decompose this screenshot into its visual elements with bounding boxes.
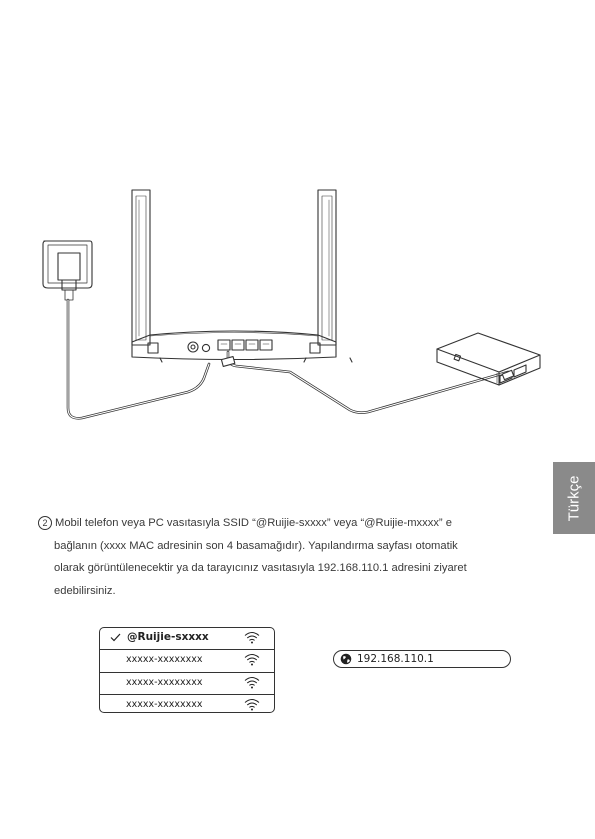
step-line-1 [38,512,518,535]
step-line-2: bağlanın (xxxx MAC adresinin son 4 basamağıdır). Yapılandırma sayfası otomatik [54,539,458,552]
wifi-ssid: xxxxx-xxxxxxxx [126,676,203,688]
globe-icon [340,653,352,665]
step-line-3: olarak görüntülenecektir ya da tarayıcınız vasıtasıyla 192.168.110.1 adresini ziyaret [54,562,467,574]
address-bar[interactable] [333,650,511,668]
wifi-icon [244,698,260,711]
language-tab-label: Türkçe [565,475,583,521]
router-icon [132,190,352,362]
wifi-ssid: xxxxx-xxxxxxxx [126,654,203,666]
wifi-icon [244,676,260,689]
wifi-icon [244,653,260,666]
power-adapter-icon [43,241,92,300]
address-url: 192.168.110.1 [357,653,434,665]
wifi-network-item[interactable] [100,673,274,695]
step-line-4: edebilirsiniz. [54,584,116,597]
wifi-network-item[interactable] [100,650,274,672]
step-number: 2 [38,516,52,530]
ethernet-cable [228,352,508,413]
step-text-1: Mobil telefon veya PC vasıtasıyla SSID “@Ruijie-sxxxx” veya “@Ruijie-mxxxx” e [55,517,452,529]
wifi-network-item[interactable] [100,695,274,713]
wifi-icon [244,631,260,644]
wifi-network-item[interactable] [100,628,274,650]
step-instructions [38,512,518,602]
language-tab[interactable] [553,462,595,534]
wifi-network-list [99,627,275,713]
wifi-ssid: xxxxx-xxxxxxxx [126,699,203,711]
wifi-ssid: @Ruijie-sxxxx [127,631,209,643]
check-icon [110,633,121,642]
